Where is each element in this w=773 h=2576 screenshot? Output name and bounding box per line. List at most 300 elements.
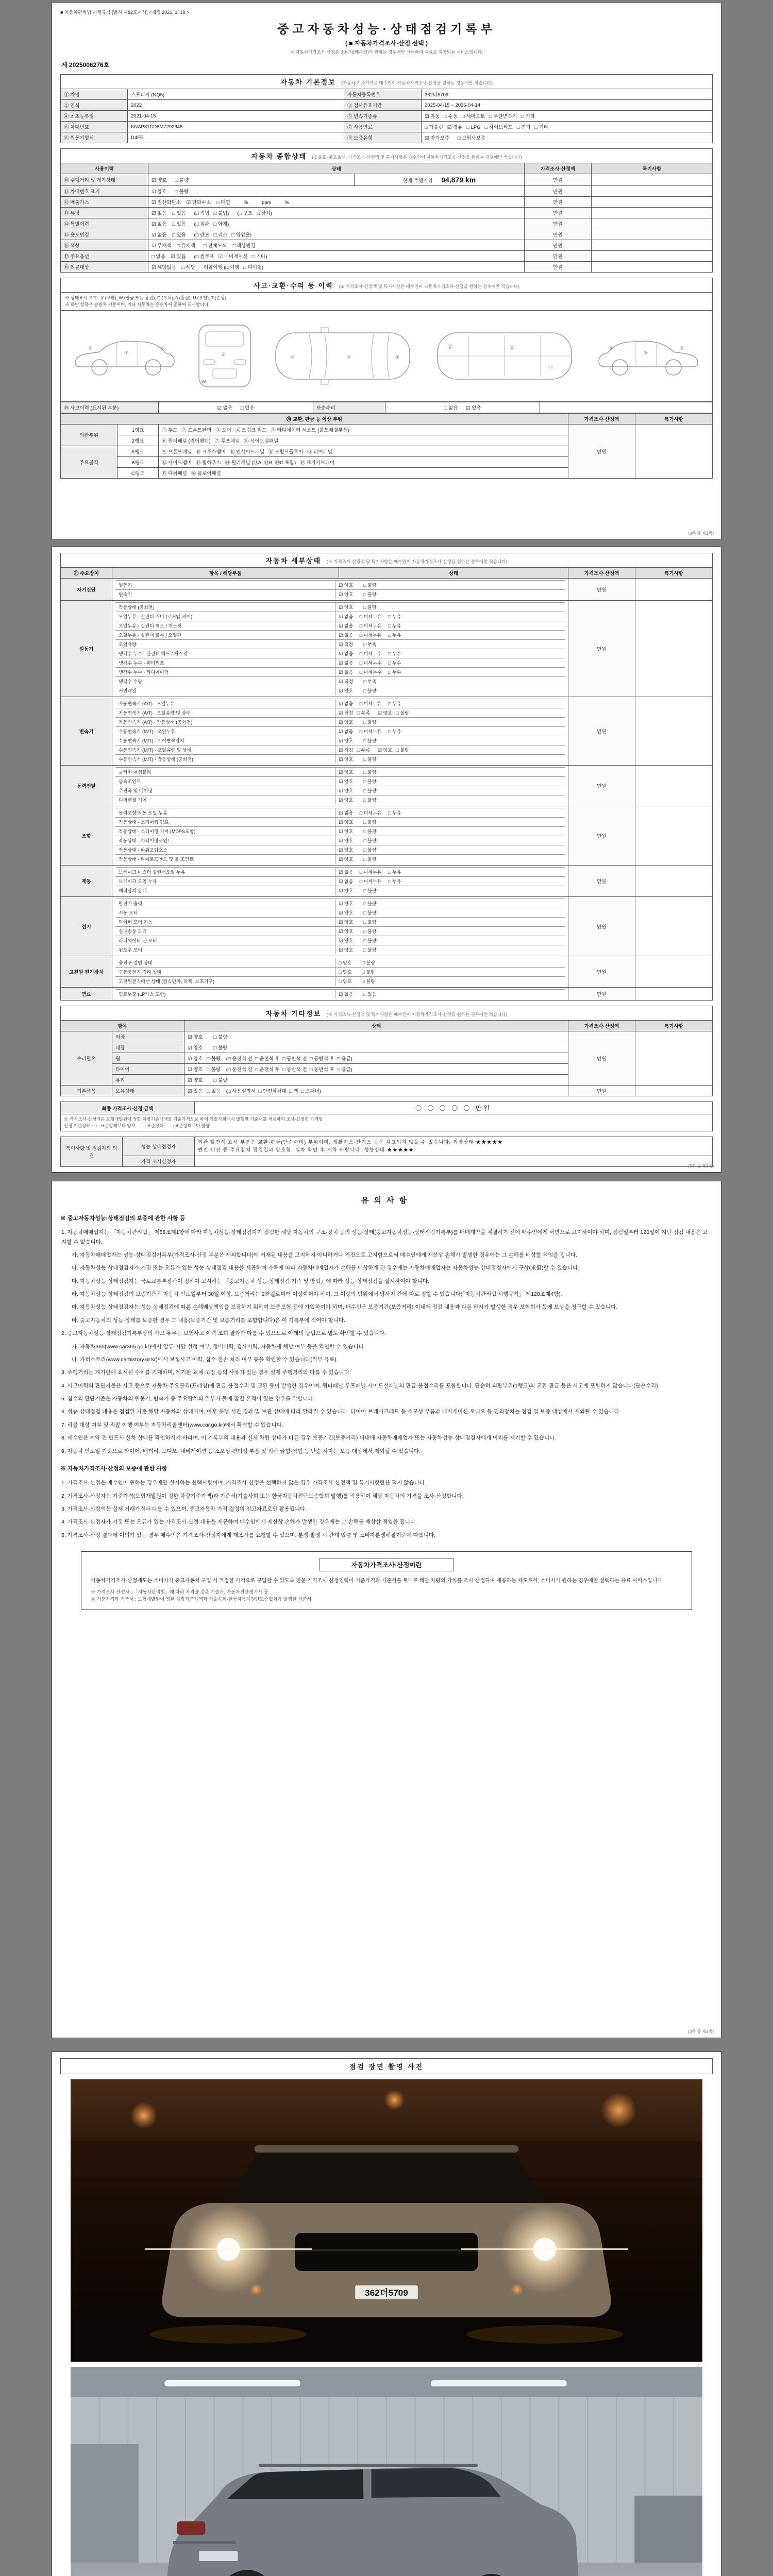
note-cell [592, 229, 713, 240]
detail-row [115, 936, 565, 945]
notice-text: 나. 자동차성능·상태점검자가 거짓 또는 오류가 있는 성능·상태점검 내용을 제공하여 가목에 따라 자동차매매업자가 손해를 배상하게 된 경우에는 자동차매매업자는 자동차성능·상태점검자에게 구상(求償)할 수 있습니다. [72, 1265, 580, 1272]
device-label: 고전원 전기장치 [61, 956, 112, 988]
inspection-photo-rear-garage [71, 2367, 702, 2576]
notice-text: 6. 성능·상태점검 내용은 점검일 기준 해당 자동차의 상태이며, 이후 운행·시간 경과 및 보관 상태에 따라 달라질 수 있습니다. 타이어·브레이크패드 등 소모성 부품과 내비게이션·오디오 등 편의장치는 점검 및 보증 대상에서 제외될 수 있습니다. [61, 1409, 621, 1415]
note-cell [635, 424, 713, 478]
device-label: 제동 [61, 866, 112, 897]
checkbox-group: ☑ 없음 □ 있음 (□ 렌트 □ 리스 □ 영업용) [148, 229, 525, 240]
device-label: 조향 [61, 806, 112, 866]
item-label: 작동상태 · 스티어링 기어 (MDPS포함) [115, 827, 335, 836]
svg-text:①: ① [221, 351, 225, 357]
device-rows [115, 602, 565, 695]
repair-group-label: 수리필요 [61, 1031, 112, 1086]
price-cell: 만원 [525, 218, 592, 229]
note-cell [592, 186, 713, 197]
page-number-note: (3쪽 중 제2쪽) [688, 1163, 714, 1168]
notice-item [72, 1316, 713, 1325]
item-label: 수동변속기 (M/T) · 오일유량 및 상태 [115, 745, 335, 754]
note-cell [592, 240, 713, 251]
item-label: 자동변속기 (A/T) · 작동상태 (공회전) [115, 718, 335, 726]
note-cell [635, 806, 713, 866]
opinion-box-label: 특이사항 및 점검자의 의견 [61, 1137, 123, 1166]
col-header: 특기사항 [592, 163, 713, 174]
detail-row [115, 945, 565, 954]
page-number-note: (3쪽 중 제3쪽) [688, 2029, 714, 2034]
table-row [61, 1086, 713, 1096]
detail-row [115, 886, 565, 895]
item-label: 라디에이터 팬 모터 [115, 936, 335, 945]
mileage-value: 94,879 km [441, 176, 476, 184]
device-group-row [61, 988, 713, 1001]
car-diagram-front [191, 317, 258, 395]
notice-text: 5. 가격조사·산정 결과에 이의가 있는 경우 매수인은 가격조사·산정자에게 재조사를 요청할 수 있으며, 분쟁 발생 시 관계 법령 및 소비자분쟁해결기준에 따릅니다. [61, 1532, 436, 1538]
checkbox-group: ☑ 있음 □ 없음 (□ 사용설명서 □ 안전삼각대 □ 잭 □ 스패너) [184, 1086, 568, 1096]
checkbox-group: ☑ 양호 □ 불량 [339, 910, 377, 916]
car-diagram-side-right [590, 326, 705, 385]
col-header: 상태 [184, 1021, 568, 1031]
col-header: 가격조사·산정액 [568, 413, 635, 424]
overall-state-note: (※유효, 주요옵션, 가격조사·산정액 및 특기사항은 매수인이 자동차가격조사·산정을 원하는 경우에만 적습니다) [312, 155, 522, 160]
table-row [61, 89, 713, 100]
detail-state-title: 자동차 세부상태 [265, 557, 322, 565]
notice-item [61, 1368, 713, 1377]
device-rows [115, 699, 565, 764]
notice-item [72, 1290, 713, 1299]
detail-row [115, 967, 565, 976]
page-title: 중고자동차성능·상태점검기록부 [277, 22, 496, 36]
checkbox-group: ☑ 양호 □ 불량 [339, 798, 377, 803]
field-label: ③ 검사유효기간 [344, 100, 422, 111]
field-label: ⑨ 보증유형 [344, 132, 422, 143]
item-label: 배력장치 상태 [115, 886, 335, 895]
table-row [61, 174, 713, 186]
final-price-table [60, 1101, 713, 1131]
checkbox-group: ☑ 양호 □ 불량 [339, 583, 377, 588]
col-header: 특기사항 [635, 1021, 713, 1031]
table-row [61, 197, 713, 208]
notice-text: 2. 중고자동차성능·상태점검기록부상의 사고 유무는 보험사고 이력 조회 결과와 다를 수 있으므로 아래의 방법으로 별도 확인할 수 있습니다. [61, 1330, 386, 1337]
table-row [61, 218, 713, 229]
table-row [61, 111, 713, 122]
item-label: 작동상태 · 스티어링 펌프 [115, 818, 335, 826]
detail-row [115, 745, 565, 754]
svg-text:④: ④ [395, 354, 400, 360]
detail-row [115, 795, 565, 804]
inspector-label: 성능·상태점검자 [123, 1137, 195, 1156]
detail-row [115, 754, 565, 764]
field-label: ② 연식 [61, 100, 128, 111]
note-cell [635, 1031, 713, 1086]
price-cell: 만원 [568, 579, 635, 601]
inspector-opinion [195, 1137, 713, 1156]
col-header: 가격조사·산정액 [525, 163, 592, 174]
table-header-row [61, 1021, 713, 1031]
note-cell [635, 766, 713, 806]
device-rows [115, 580, 565, 599]
notice-text: 4. 사고이력의 판단기준은 사고 등으로 자동차 주요골격(프레임)에 판금·용접수리 및 교환 등이 발생한 경우이며, 쿼터패널·루프패널·사이드실패널의 판금·용접수리를 포함합니다. 단순히 외판부위(1랭크)의 교환·판금 등은 사고에 포함하지 않습니다(단순수리). [61, 1382, 660, 1389]
car-diagrams [60, 310, 713, 402]
price-cell: 만원 [525, 240, 592, 251]
detail-row [115, 639, 565, 649]
col-header: 가격조사·산정액 [568, 1021, 635, 1031]
notice-text: 8. 매수인은 계약 전 반드시 실차 상태를 확인하시기 바라며, 이 기록부의 내용과 실제 차량 상태가 다른 경우 보증기간(보증거리) 이내에 자동차매매업자 또는 자동차성능·상태점검자에게 이의를 제기할 수 있습니다. [61, 1435, 557, 1442]
notice-item [60, 1464, 713, 1474]
row-label: 휠 [112, 1053, 184, 1064]
document-root [0, 2, 773, 2576]
device-rows [115, 899, 565, 954]
checkbox-group: ☑ 양호 □ 불량 [339, 820, 377, 825]
field-label: ⑦ 사용연료 [344, 122, 422, 132]
item-label: 추진축 및 베어링 [115, 786, 335, 795]
field-label: 자동차등록번호 [344, 89, 422, 100]
detail-row [115, 708, 565, 717]
detail-row [115, 649, 565, 658]
rank-label: C랭크 [117, 467, 159, 478]
checkbox-group: ☑ 없음 □ 미세누유 □ 누유 [339, 614, 401, 619]
rank-label: A랭크 [117, 446, 159, 456]
detail-row [115, 826, 565, 836]
table-row [61, 208, 713, 218]
col-header: 상태 [339, 568, 568, 579]
notice-text: 다. 자동차성능·상태점검자는 국토교통부장관이 정하여 고시하는 「중고자동차 성능·상태점검 기준 및 방법」에 따라 성능·상태점검을 실시하여야 합니다. [72, 1278, 429, 1284]
checkbox-group: ☑ 일산화탄소 ☑ 탄화수소 □ 매연 % ppm % [148, 197, 525, 208]
item-label: 수동변속기 (M/T) · 기어변속장치 [115, 736, 335, 745]
accident-history-title: 사고·교환·수리 등 이력 [253, 282, 333, 290]
checkbox-group: □ 없음 ☑ 있음 [385, 402, 540, 413]
item-label: 오일누유 · 실린더 블록 / 오일팬 [115, 631, 335, 639]
table-row [61, 1102, 713, 1114]
detail-row [115, 580, 565, 589]
notice-text: 바. 중고자동차의 성능·상태를 보증한 경우 그 내용(보증기간 및 보증거리를 포함합니다)은 이 기록부에 적어야 합니다. [72, 1317, 345, 1324]
accident-history-note: (※ 가격조사·산정액 및 특기사항은 매수인이 자동차가격조사·산정을 원하는 경우에만 적습니다) [339, 284, 520, 289]
outer-panel-group-label: 외판부위 [61, 424, 117, 446]
price-cell: 만원 [568, 806, 635, 866]
note-cell [592, 208, 713, 218]
notice-text: 가. 자동차365(www.car365.go.kr)에서 압류·저당 설정 여부, 정비이력, 검사이력, 자동차세 체납 여부 등을 확인할 수 있습니다. [72, 1343, 365, 1350]
checkbox-group: ☑ 적정 □ 부족 ☑ 양호 □ 불량 [339, 748, 409, 753]
price-cell: 만원 [568, 866, 635, 897]
detail-row [115, 667, 565, 676]
notice-item [61, 1329, 713, 1338]
field-value: 2025-04-15 ~ 2026-04-14 [422, 100, 713, 111]
basic-info-header [60, 74, 713, 89]
note-cell [592, 174, 713, 186]
item-label: 고전원전기배선 상태 (접속단자, 피복, 보호기구) [115, 977, 335, 986]
svg-text:⑫: ⑫ [448, 344, 453, 349]
checkbox-group: ☑ 양호 □ 불량 [339, 720, 377, 725]
notice-item [61, 1517, 713, 1527]
detail-row [115, 876, 565, 886]
field-label: ④ 최초등록일 [61, 111, 128, 122]
final-price-label: 최종 가격조사·산정 금액 [61, 1102, 195, 1114]
basic-info-table [60, 89, 713, 143]
item-label: 오일누유 · 실린더 헤드 / 개스킷 [115, 621, 335, 630]
row-label: ⑫ 배출가스 [61, 197, 148, 208]
definition-footnote-1: ※ 가격조사·산정자 : 「자동차관리법」에 따라 자격을 갖춘 기술사, 자동차진단평가사 등 [91, 1589, 268, 1595]
checkbox-group: ☑ 양호 □ 불량 [339, 920, 377, 925]
notice-item [61, 1531, 713, 1540]
checkbox-group: ☑ 양호 □ 불량 [339, 838, 377, 843]
price-cell: 만원 [568, 766, 635, 806]
item-label: 작동상태 (공회전) [115, 603, 335, 612]
device-label: 전기 [61, 897, 112, 956]
checkbox-group: ☑ 적정 □ 부족 [339, 642, 377, 647]
simple-repair-label: 단순수리 [313, 402, 385, 413]
checkbox-group: ☑ 양호 □ 불량 [148, 174, 355, 186]
notice-item [61, 1228, 713, 1247]
price-cell: 만원 [568, 1086, 635, 1096]
license-plate-text: 362더5709 [365, 2287, 408, 2298]
detail-row [115, 926, 565, 936]
checkbox-group: ☑ 양호 □ 불량 [339, 848, 377, 853]
device-label: 동력전달 [61, 766, 112, 806]
notice-item [72, 1342, 713, 1351]
rank-parts: ⑮ 대쉬패널 ⑯ 플로어패널 [159, 467, 568, 478]
col-header: 특기사항 [635, 568, 713, 579]
price-cell: 만원 [525, 262, 592, 273]
price-cell: 만원 [568, 897, 635, 956]
item-label: 작동상태 · 파워고압호스 [115, 845, 335, 854]
item-label: 윈도우 모터 [115, 945, 335, 954]
notice-item [61, 1447, 713, 1456]
rank-label: 1랭크 [117, 424, 159, 435]
mileage-label: 현재 주행거리 [402, 178, 433, 184]
rank-parts: ⑫ 사이드멤버 ⑬ 휠하우스 ⑭ 필러패널 (⑭A, ⑭B, ⑭C 포함) ⑲ 패키지트레이 [159, 456, 568, 467]
price-cell: 만원 [525, 186, 592, 197]
col-header: 항목 / 해당부품 [112, 568, 339, 579]
checkbox-group: ☑ 양호 □ 불량 [339, 605, 377, 610]
item-label: 수동변속기 (M/T) · 작동상태 (공회전) [115, 755, 335, 764]
etc-info-table [60, 1020, 713, 1096]
row-label: ⑰ 주요옵션 [61, 251, 148, 262]
checkbox-group: ☑ 양호 □ 불량 [339, 738, 377, 743]
item-label: 냉각수 누수 · 워터펌프 [115, 658, 335, 667]
notice-item [61, 1504, 713, 1514]
detail-row [115, 602, 565, 612]
notice-item [61, 1381, 713, 1391]
field-value: 스포티지 (NQ5) [128, 89, 344, 100]
price-cell: 만원 [568, 697, 635, 766]
detail-row [115, 989, 565, 998]
opinion-table [60, 1137, 713, 1167]
device-group-row [61, 579, 713, 601]
notice-text: 1. 자동차매매업자는 「자동차관리법」 제58조제1항에 따라 자동차성능·상태점검자가 점검한 해당 자동차의 구조·장치 등의 성능·상태(중고자동차성능·상태점검기록부)를 매매계약을 체결하기 전에 매수인에게 서면으로 고지하여야 하며, 점검일부터 120일이 지난 점검 내용은 고지할 수 없습니다. [61, 1229, 708, 1245]
form-reference: ■ 자동차관리법 시행규칙 [별지 제82호서식] <개정 2021. 1. 19.> [60, 10, 189, 15]
device-group-row [61, 766, 713, 806]
checkbox-group: ☑ 없음 □ 있음 [159, 402, 313, 413]
device-label: 변속기 [61, 697, 112, 766]
note-cell [635, 697, 713, 766]
row-label: ⑮ 용도변경 [61, 229, 148, 240]
item-label: 구동축전지 격리 상태 [115, 968, 335, 976]
overall-state-header [60, 148, 713, 163]
note-cell [635, 897, 713, 956]
table-row [61, 262, 713, 273]
final-price-unit: 만원 [475, 1105, 492, 1112]
col-header: 상태 [148, 163, 525, 174]
note-cell [540, 402, 713, 413]
detail-state-note: (※ 가격조사·산정액 및 특기사항은 매수인이 자동차가격조사·산정을 원하는 경우에만 적습니다) [326, 559, 508, 564]
svg-text:①: ① [290, 354, 295, 360]
svg-text:⑦: ⑦ [346, 354, 351, 360]
detail-state-table [60, 567, 713, 1001]
detail-row [115, 589, 565, 599]
notice-text: ※ 중고자동차성능·상태점검의 보증에 관한 사항 등 [60, 1215, 186, 1222]
definition-box-footnotes [91, 1588, 682, 1603]
notice-text: 4. 가격조사·산정자가 거짓 또는 오류가 있는 가격조사·산정 내용을 제공하여 매수인에게 재산상 손해가 발생한 경우에는 그 손해를 배상할 책임을 집니다. [61, 1519, 417, 1526]
svg-text:⑧: ⑧ [609, 346, 613, 351]
detail-row [115, 899, 565, 908]
item-label: 원동기 [115, 581, 335, 589]
table-row [61, 186, 713, 197]
appraiser-label: 가격·조사산정자 [123, 1156, 195, 1166]
checkbox-group: □ 없음 ☑ 있음 (□ 썬루프 ☑ 네비게이션 □ 기타) [148, 251, 525, 262]
table-row [61, 122, 713, 132]
row-label: 유리 [112, 1075, 184, 1086]
item-label: 동력조향 작동 오일 누유 [115, 808, 335, 817]
accident-history-table [60, 402, 713, 413]
rank-parts: ⑨ 프론트패널 ⑩ 크로스멤버 ⑪ 인사이드패널 ⑰ 트렁크플로어 ⑱ 리어패널 [159, 446, 568, 456]
svg-text:⑥: ⑥ [160, 346, 165, 351]
detail-row [115, 786, 565, 795]
checkbox-group: ☑ 양호 □ 불량 [339, 688, 377, 693]
field-label: ⑧ 원동기형식 [61, 132, 128, 143]
col-header: 특기사항 [635, 413, 713, 424]
checkbox-group: ☑ 없음 □ 미세누유 □ 누유 [339, 633, 401, 638]
checkbox-group: □ 양호 □ 불량 [339, 970, 375, 975]
table-row [61, 1137, 713, 1156]
device-group-row [61, 866, 713, 897]
page-4 [52, 2052, 721, 2576]
definition-box-body: 자동차가격조사·산정제도는 소비자가 중고자동차 구입 시 적정한 가격으로 구입할 수 있도록 전문 가격조사·산정인력이 기준가격과 기준서를 토대로 해당 차량의 가치를 조사·산정하여 제공하는 제도로서, 소비자가 원하는 경우에만 선택하는 유료 서비스입니다. [91, 1578, 664, 1584]
basic-items-group-label: 기본품목 [61, 1086, 112, 1096]
detail-row [115, 767, 565, 776]
item-label: 작동상태 · 타이로드엔드 및 볼 조인트 [115, 855, 335, 863]
row-label: 외장 [112, 1031, 184, 1042]
checkbox-group: ☑ 양호 □ 불량 [148, 186, 525, 197]
item-label: 수동변속기 (M/T) · 오일누유 [115, 727, 335, 736]
field-value: 2021-04-15 [128, 111, 344, 122]
page-1 [52, 2, 721, 540]
row-label: 타이어 [112, 1064, 184, 1075]
device-rows [115, 989, 565, 998]
mileage-cell [355, 174, 525, 186]
price-cell: 만원 [525, 229, 592, 240]
table-row [61, 229, 713, 240]
detail-row [115, 699, 565, 708]
detail-row [115, 867, 565, 876]
item-label: 발전기 출력 [115, 899, 335, 908]
detail-row [115, 726, 565, 736]
notice-text: 3. 가격조사·산정액은 실제 거래가격과 다를 수 있으며, 중고자동차 가격 결정의 참고자료로만 활용됩니다. [61, 1505, 307, 1512]
detail-row [115, 808, 565, 817]
detail-row [115, 717, 565, 726]
item-label: 등속조인트 [115, 777, 335, 786]
notice-text: 1. 가격조사·산정은 매수인이 원하는 경우에만 실시하는 선택사항이며, 가격조사·산정을 선택하지 않은 경우 가격조사·산정액 및 특기사항란은 적지 않습니다. [61, 1480, 426, 1486]
detail-row [115, 908, 565, 917]
note-cell [592, 218, 713, 229]
device-label: 자기진단 [61, 579, 112, 601]
checkbox-group: ☑ 양호 □ 불량 [339, 929, 377, 934]
notice-text: 9. 자동차 인도일 기준으로 타이어, 배터리, 오디오, 내비게이션 등 소모성·편의성 부품 및 외관 긁힘·찍힘 등 단순 하자는 보증 대상에서 제외될 수 있습니다. [61, 1448, 421, 1454]
table-row [61, 402, 713, 413]
device-group-row [61, 956, 713, 988]
detail-state-header [60, 553, 713, 567]
detail-row [115, 776, 565, 786]
overall-state-table [60, 163, 713, 273]
notice-list [60, 1214, 713, 1540]
checkbox-group: ☑ 무채색 □ 유채색 □ 전체도색 □ 색상변경 [148, 240, 525, 251]
notice-item [61, 1394, 713, 1403]
notice-text: 나. 카히스토리(www.carhistory.or.kr)에서 보험사고 이력, 침수·전손 처리 여부 등을 확인할 수 있습니다(일부 유료). [72, 1356, 338, 1363]
device-rows [115, 808, 565, 863]
notice-text: 라. 자동차성능·상태점검의 보증기간은 자동차 인도일부터 30일 이상, 보증거리는 2천킬로미터 이상이어야 하며, 그 이상의 범위에서 당사자 간에 따로 정할 수 있습니다(「자동차관리법 시행규칙」 제120조제4항). [72, 1291, 562, 1297]
final-price-value [195, 1102, 713, 1114]
svg-text:②: ② [679, 346, 684, 351]
checkbox-group: ☑ 없음 □ 있음 (□ 침수 □ 화재) [148, 218, 525, 229]
table-row [61, 100, 713, 111]
page-3 [52, 1181, 721, 2038]
checkbox-group: ☑ 양호 □ 불량 [184, 1075, 568, 1086]
checkbox-group: ☑ 해당없음 □ 해당 리콜이행 (□ 이행 □ 미이행) [148, 262, 525, 273]
detail-row [115, 958, 565, 967]
detail-row [115, 817, 565, 826]
price-option-subtitle: ( ■ 자동차가격조사·산정 선택 ) [345, 40, 428, 47]
checkbox-group: ☑ 양호 □ 불량 [339, 788, 377, 793]
table-row [61, 240, 713, 251]
item-label: 자동변속기 (A/T) · 오일누유 [115, 699, 335, 708]
checkbox-group: ☑ 양호 □ 불량 [339, 757, 377, 762]
table-row [61, 1156, 713, 1166]
notice-item [61, 1478, 713, 1487]
detail-row [115, 676, 565, 686]
field-label: ⑥ 차대번호 [61, 122, 128, 132]
notice-text: 마. 자동차성능·상태점검자는 성능·상태점검에 따른 손해배상책임을 보장하기 위하여 보증보험 등에 가입하여야 하며, 매수인은 보증기간(보증거리) 이내에 점검 내용과 다른 하자가 발생한 경우 보험회사 등에 보상을 청구할 수 있습니다. [72, 1304, 618, 1311]
price-appraisal-definition-box [81, 1551, 692, 1610]
detail-row [115, 976, 565, 986]
row-label: ⑱ 리콜대상 [61, 262, 148, 273]
main-frame-group-label: 주요골격 [61, 446, 117, 478]
table-row [61, 251, 713, 262]
checkbox-group: ☑ 없음 □ 미세누유 □ 누유 [339, 729, 401, 734]
exchange-rank-table [60, 413, 713, 479]
checkbox-group: ☑ 없음 □ 있음 [339, 992, 377, 997]
price-cell: 만원 [525, 208, 592, 218]
table-header-row [61, 413, 713, 424]
device-rows [115, 958, 565, 986]
note-cell [635, 988, 713, 1001]
price-cell: 만원 [525, 174, 592, 186]
detail-row [115, 736, 565, 745]
final-price-digits: 〇 〇 〇 〇 〇 [415, 1105, 472, 1112]
checkbox-group: ☑ 양호 □ 불량 (□ 운전석 전 □ 운전석 후 □ 동반석 전 □ 동반석 후 □ 응급) [184, 1064, 568, 1075]
notice-text: ※ 자동차가격조사·산정의 보증에 관한 사항 [60, 1465, 167, 1472]
note-cell [592, 251, 713, 262]
note-cell [635, 866, 713, 897]
notice-item [72, 1250, 713, 1260]
checkbox-group: ☑ 없음 □ 미세누수 □ 누수 [339, 660, 401, 666]
checkbox-group: ☑ 없음 □ 미세누수 □ 누수 [339, 670, 401, 675]
device-rows [115, 767, 565, 804]
detail-row [115, 854, 565, 863]
checkbox-group: ☑ 없음 □ 미세누유 □ 누유 [339, 870, 401, 875]
col-header: 항목 [61, 1021, 184, 1031]
notice-item [72, 1277, 713, 1286]
field-value: D4FE [128, 132, 344, 143]
checkbox-group: ☑ 양호 □ 불량 [339, 901, 377, 906]
device-group-row [61, 697, 713, 766]
rank-label: B랭크 [117, 456, 159, 467]
